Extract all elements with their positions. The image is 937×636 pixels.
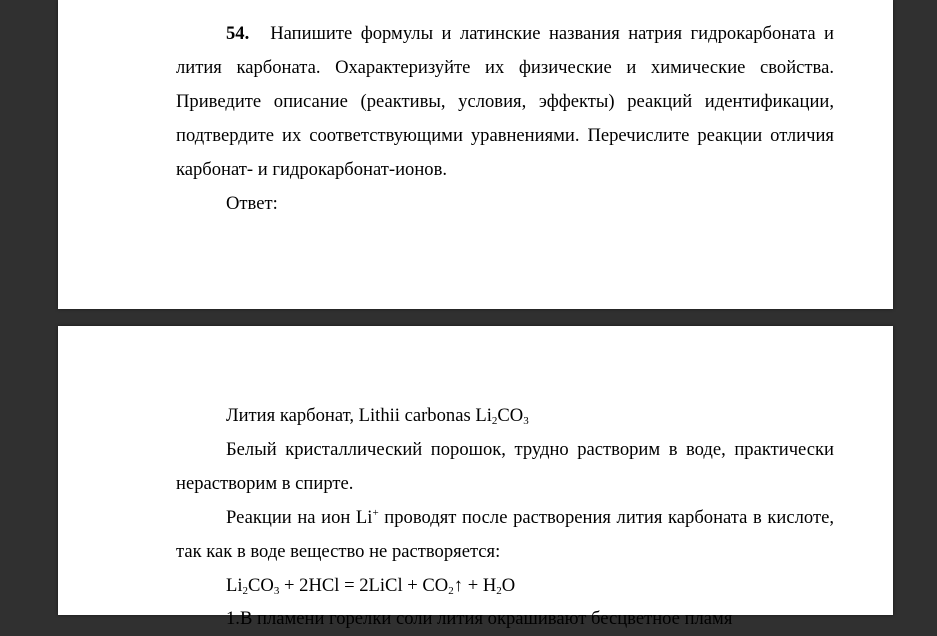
answer-title: Лития карбонат, Lithii carbonas $Li_2CO_3$ [226, 405, 529, 427]
reactions-intro-paragraph: Реакции на ион Li+ проводят после растворения лития карбоната в кислоте, так как в воде вещество не растворяется: [176, 507, 834, 562]
page-2 [58, 326, 893, 629]
question-text: Напишите формулы и латинские названия натрия гидрокарбоната и лития карбоната. Охарактеризуйте их физические и химические свойства. Приведите описание (реактивы, условия, эффекты) реакций идентификации, подтвердите их соответствующими уравнениями. Перечислите реакции отличия карбонат- и гидрокарбонат-ионов. [176, 23, 834, 180]
page-1 [58, 0, 893, 309]
reaction-equation: $Li_2CO_3 + 2HCl$ = 2LiCl + $CO_2↑ + H_2O$ [226, 575, 516, 597]
cut-off-line: 1.В пламени горелки соли лития окрашивают бесцветное пламя [226, 608, 733, 629]
question-number: 54. [226, 23, 250, 44]
answer-label: Ответ: [226, 193, 278, 214]
question-paragraph [176, 17, 834, 187]
properties-paragraph: Белый кристаллический порошок, трудно растворим в воде, практически нерастворим в спирте. [176, 439, 834, 494]
